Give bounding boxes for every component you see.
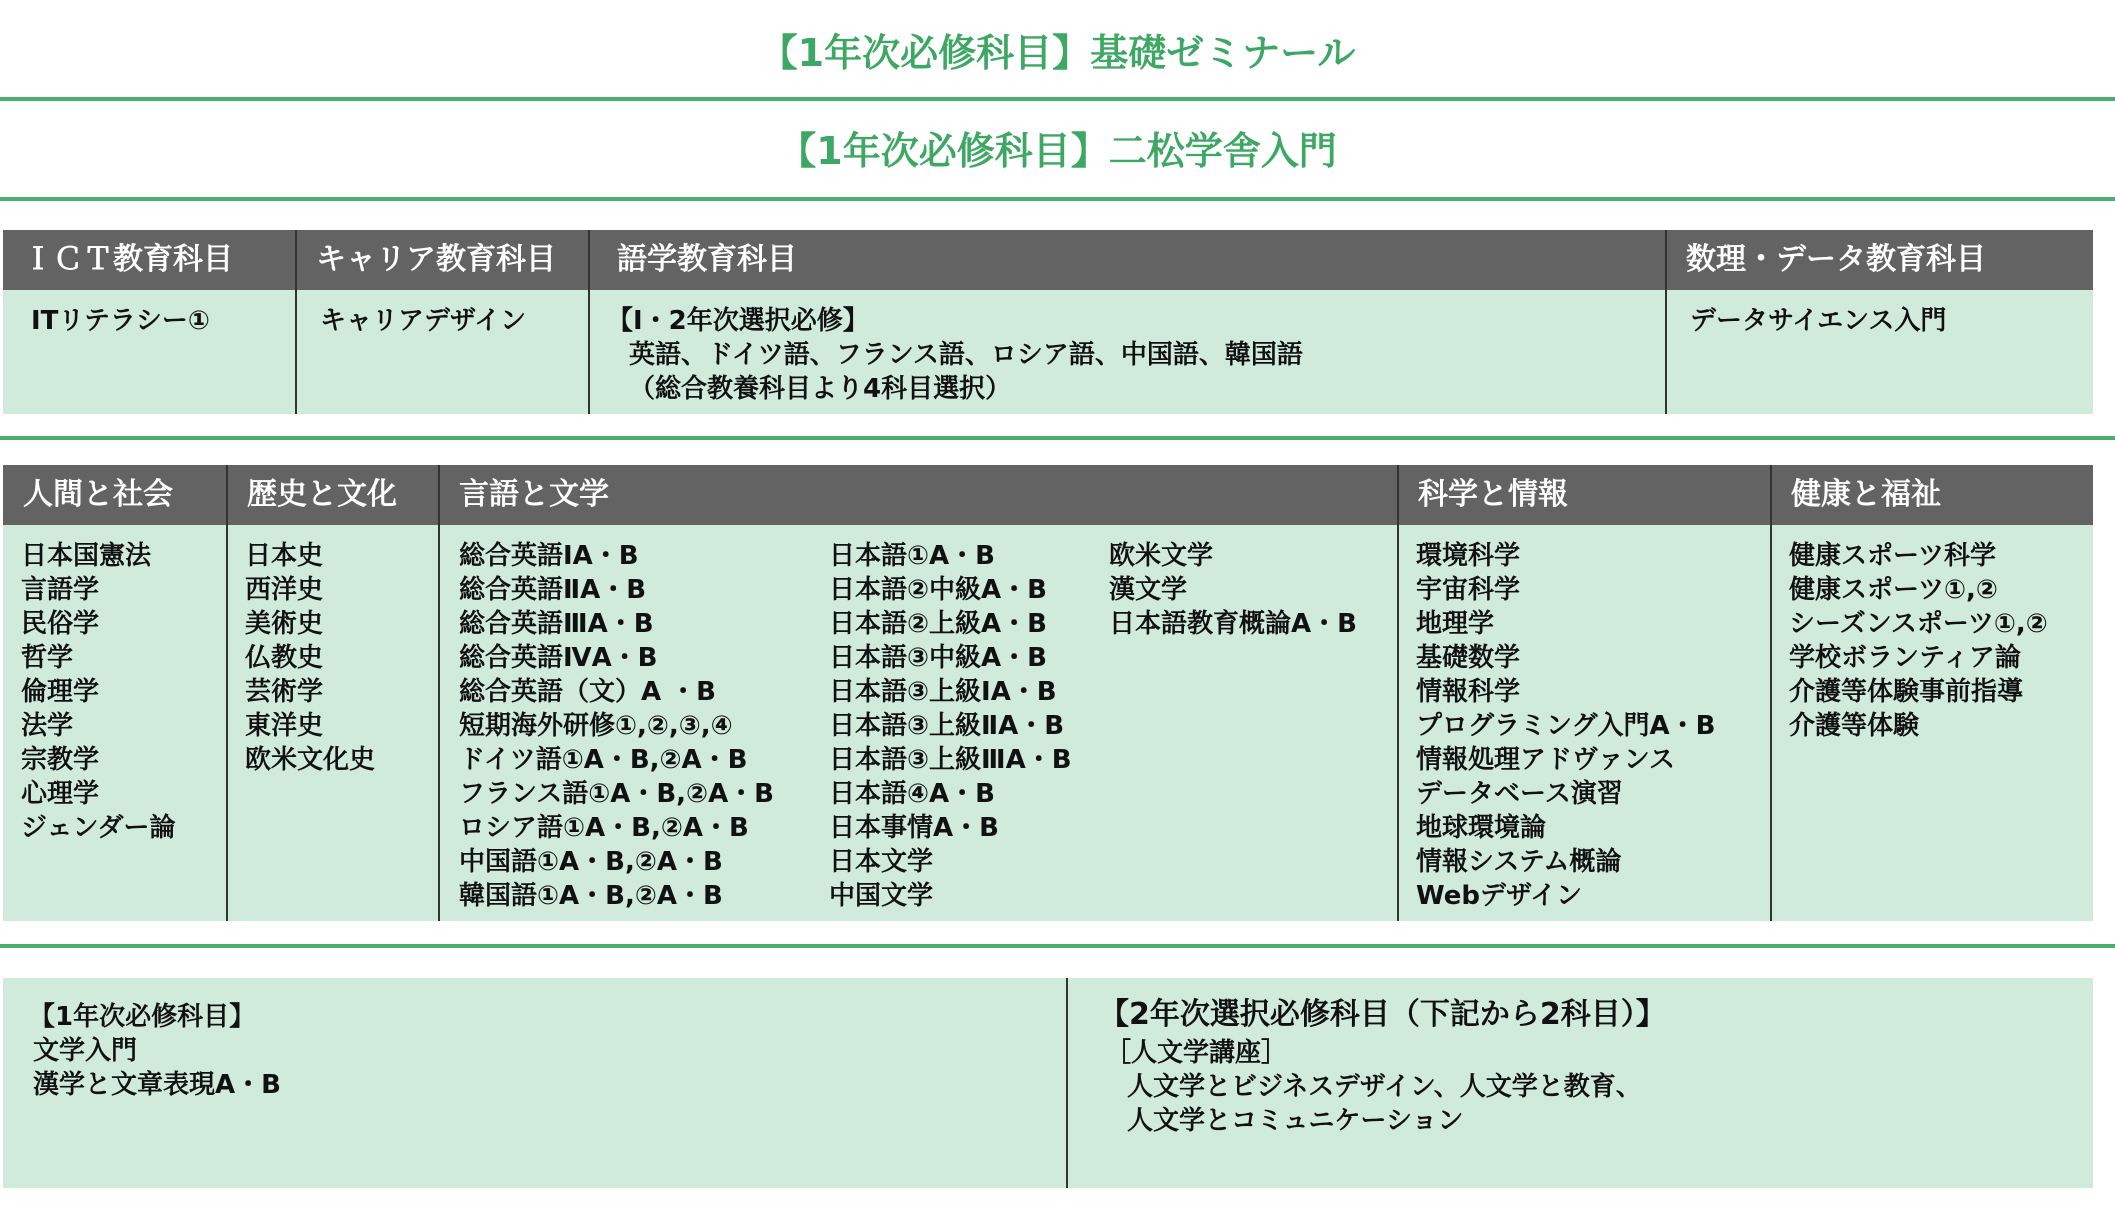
course-item: 日本文学 (829, 847, 934, 877)
course-item: 総合英語（文）A ・B (459, 677, 716, 707)
course-item: ドイツ語①A・B,②A・B (459, 745, 748, 775)
lang-lit-column-2 (829, 539, 1072, 913)
language-note: （総合教養科目より4科目選択） (629, 374, 1012, 404)
course-item: 漢学と文章表現A・B (33, 1070, 281, 1100)
course-item: 介護等体験 (1789, 711, 1920, 741)
column-divider (1397, 465, 1399, 921)
cell-human-society (3, 525, 227, 921)
course-item: 日本語②中級A・B (829, 575, 1047, 605)
course-item: 健康スポーツ①,② (1789, 575, 1998, 605)
cell-second-year-elective (1067, 978, 2093, 1188)
course-item: 哲学 (21, 643, 74, 673)
course-item: 短期海外研修①,②,③,④ (459, 711, 733, 741)
course-item: 倫理学 (21, 677, 100, 707)
course-item: 日本語①A・B (829, 541, 995, 571)
course-item: 日本国憲法 (21, 541, 152, 571)
course-item: データサイエンス入門 (1690, 306, 1947, 336)
second-year-heading: 【2年次選択必修科目（下記から2科目）】 (1099, 997, 1666, 1032)
course-item: 総合英語ⅣA・B (459, 643, 658, 673)
course-item: 言語学 (21, 575, 100, 605)
cell-history-culture (227, 525, 439, 921)
lang-lit-column-3 (1109, 539, 1357, 641)
humanities-lecture-heading: ［人文学講座］ (1105, 1038, 1288, 1068)
course-item: 芸術学 (245, 677, 324, 707)
course-item: 人文学とコミュニケーション (1127, 1106, 1464, 1136)
header-language-literature: 言語と文学 (439, 465, 1398, 525)
course-item: 美術史 (245, 609, 324, 639)
course-item: 中国語①A・B,②A・B (459, 847, 723, 877)
course-item: 欧米文学 (1109, 541, 1214, 571)
course-item: 情報処理アドヴァンス (1416, 745, 1675, 775)
course-item: 法学 (21, 711, 74, 741)
course-item: 西洋史 (245, 575, 324, 605)
course-item: 健康スポーツ科学 (1789, 541, 1996, 571)
course-item: 日本語③中級A・B (829, 643, 1047, 673)
header-human-society: 人間と社会 (3, 465, 227, 525)
course-item: 情報科学 (1416, 677, 1521, 707)
course-item: 日本語③上級ⅡA・B (829, 711, 1065, 741)
course-item: Webデザイン (1416, 881, 1583, 911)
column-divider (295, 230, 297, 414)
course-item: ITリテラシー① (31, 306, 210, 336)
header-health-welfare: 健康と福祉 (1771, 465, 2093, 525)
cell-science-info (1398, 525, 1771, 921)
course-item: 地球環境論 (1416, 813, 1547, 843)
header-science-info: 科学と情報 (1398, 465, 1771, 525)
course-item: データベース演習 (1416, 779, 1623, 809)
header-career: キャリア教育科目 (296, 230, 589, 290)
course-item: 総合英語ⅢA・B (459, 609, 654, 639)
divider-rule (0, 436, 2115, 440)
divider-rule (0, 944, 2115, 948)
course-item: 中国文学 (829, 881, 934, 911)
header-data-science: 数理・データ教育科目 (1666, 230, 2093, 290)
course-item: 東洋史 (245, 711, 324, 741)
course-item: 環境科学 (1416, 541, 1521, 571)
cell-first-year-required (3, 978, 1067, 1188)
course-item: 総合英語ⅡA・B (459, 575, 647, 605)
course-item: 人文学とビジネスデザイン、人文学と教育、 (1127, 1072, 1642, 1102)
course-item: 総合英語ⅠA・B (459, 541, 639, 571)
header-history-culture: 歴史と文化 (227, 465, 439, 525)
header-language-education: 語学教育科目 (589, 230, 1666, 290)
course-item: 基礎数学 (1416, 643, 1521, 673)
course-item: 日本語③上級ⅢA・B (829, 745, 1072, 775)
column-divider (438, 465, 440, 921)
title-nishogakusha-intro: 【1年次必修科目】二松学舎入門 (778, 129, 1337, 173)
cell-language-education (589, 290, 1666, 414)
language-list: 英語、ドイツ語、フランス語、ロシア語、中国語、韓国語 (629, 340, 1303, 370)
course-item: 仏教史 (245, 643, 324, 673)
column-divider (1066, 978, 1068, 1188)
divider-rule (0, 97, 2115, 101)
course-item: キャリアデザイン (320, 306, 527, 336)
course-item: 心理学 (21, 779, 100, 809)
language-heading: 【Ⅰ・2年次選択必修】 (607, 306, 869, 336)
course-item: ジェンダー論 (21, 813, 176, 843)
cell-health-welfare (1771, 525, 2093, 921)
header-ict: ＩＣＴ教育科目 (3, 230, 296, 290)
course-item: 日本事情A・B (829, 813, 999, 843)
course-item: 情報システム概論 (1416, 847, 1622, 877)
course-item: 宇宙科学 (1416, 575, 1521, 605)
course-item: 学校ボランティア論 (1789, 643, 2021, 673)
title-kiso-seminar: 【1年次必修科目】基礎ゼミナール (759, 31, 1356, 75)
course-item: 韓国語①A・B,②A・B (459, 881, 723, 911)
cell-language-literature (439, 525, 1398, 921)
cell-data-science (1666, 290, 2093, 414)
course-item: シーズンスポーツ①,② (1789, 609, 2048, 639)
course-item: 欧米文化史 (245, 745, 376, 775)
column-divider (588, 230, 590, 414)
course-item: 宗教学 (21, 745, 100, 775)
column-divider (1770, 465, 1772, 921)
course-item: プログラミング入門A・B (1416, 711, 1716, 741)
cell-career (296, 290, 589, 414)
course-item: 介護等体験事前指導 (1789, 677, 2024, 707)
course-item: 文学入門 (33, 1036, 138, 1066)
lang-lit-column-1 (459, 539, 774, 913)
column-divider (1665, 230, 1667, 414)
course-item: 日本語②上級A・B (829, 609, 1047, 639)
cell-ict (3, 290, 296, 414)
course-item: 漢文学 (1109, 575, 1188, 605)
course-item: 地理学 (1416, 609, 1495, 639)
divider-rule (0, 197, 2115, 201)
course-item: 日本史 (245, 541, 324, 571)
course-item: 日本語教育概論A・B (1109, 609, 1357, 639)
course-item: 日本語③上級ⅠA・B (829, 677, 1057, 707)
course-item: ロシア語①A・B,②A・B (459, 813, 749, 843)
course-item: 民俗学 (21, 609, 100, 639)
course-item: 日本語④A・B (829, 779, 995, 809)
course-item: フランス語①A・B,②A・B (459, 779, 775, 809)
column-divider (226, 465, 228, 921)
first-year-heading: 【1年次必修科目】 (29, 1002, 256, 1032)
